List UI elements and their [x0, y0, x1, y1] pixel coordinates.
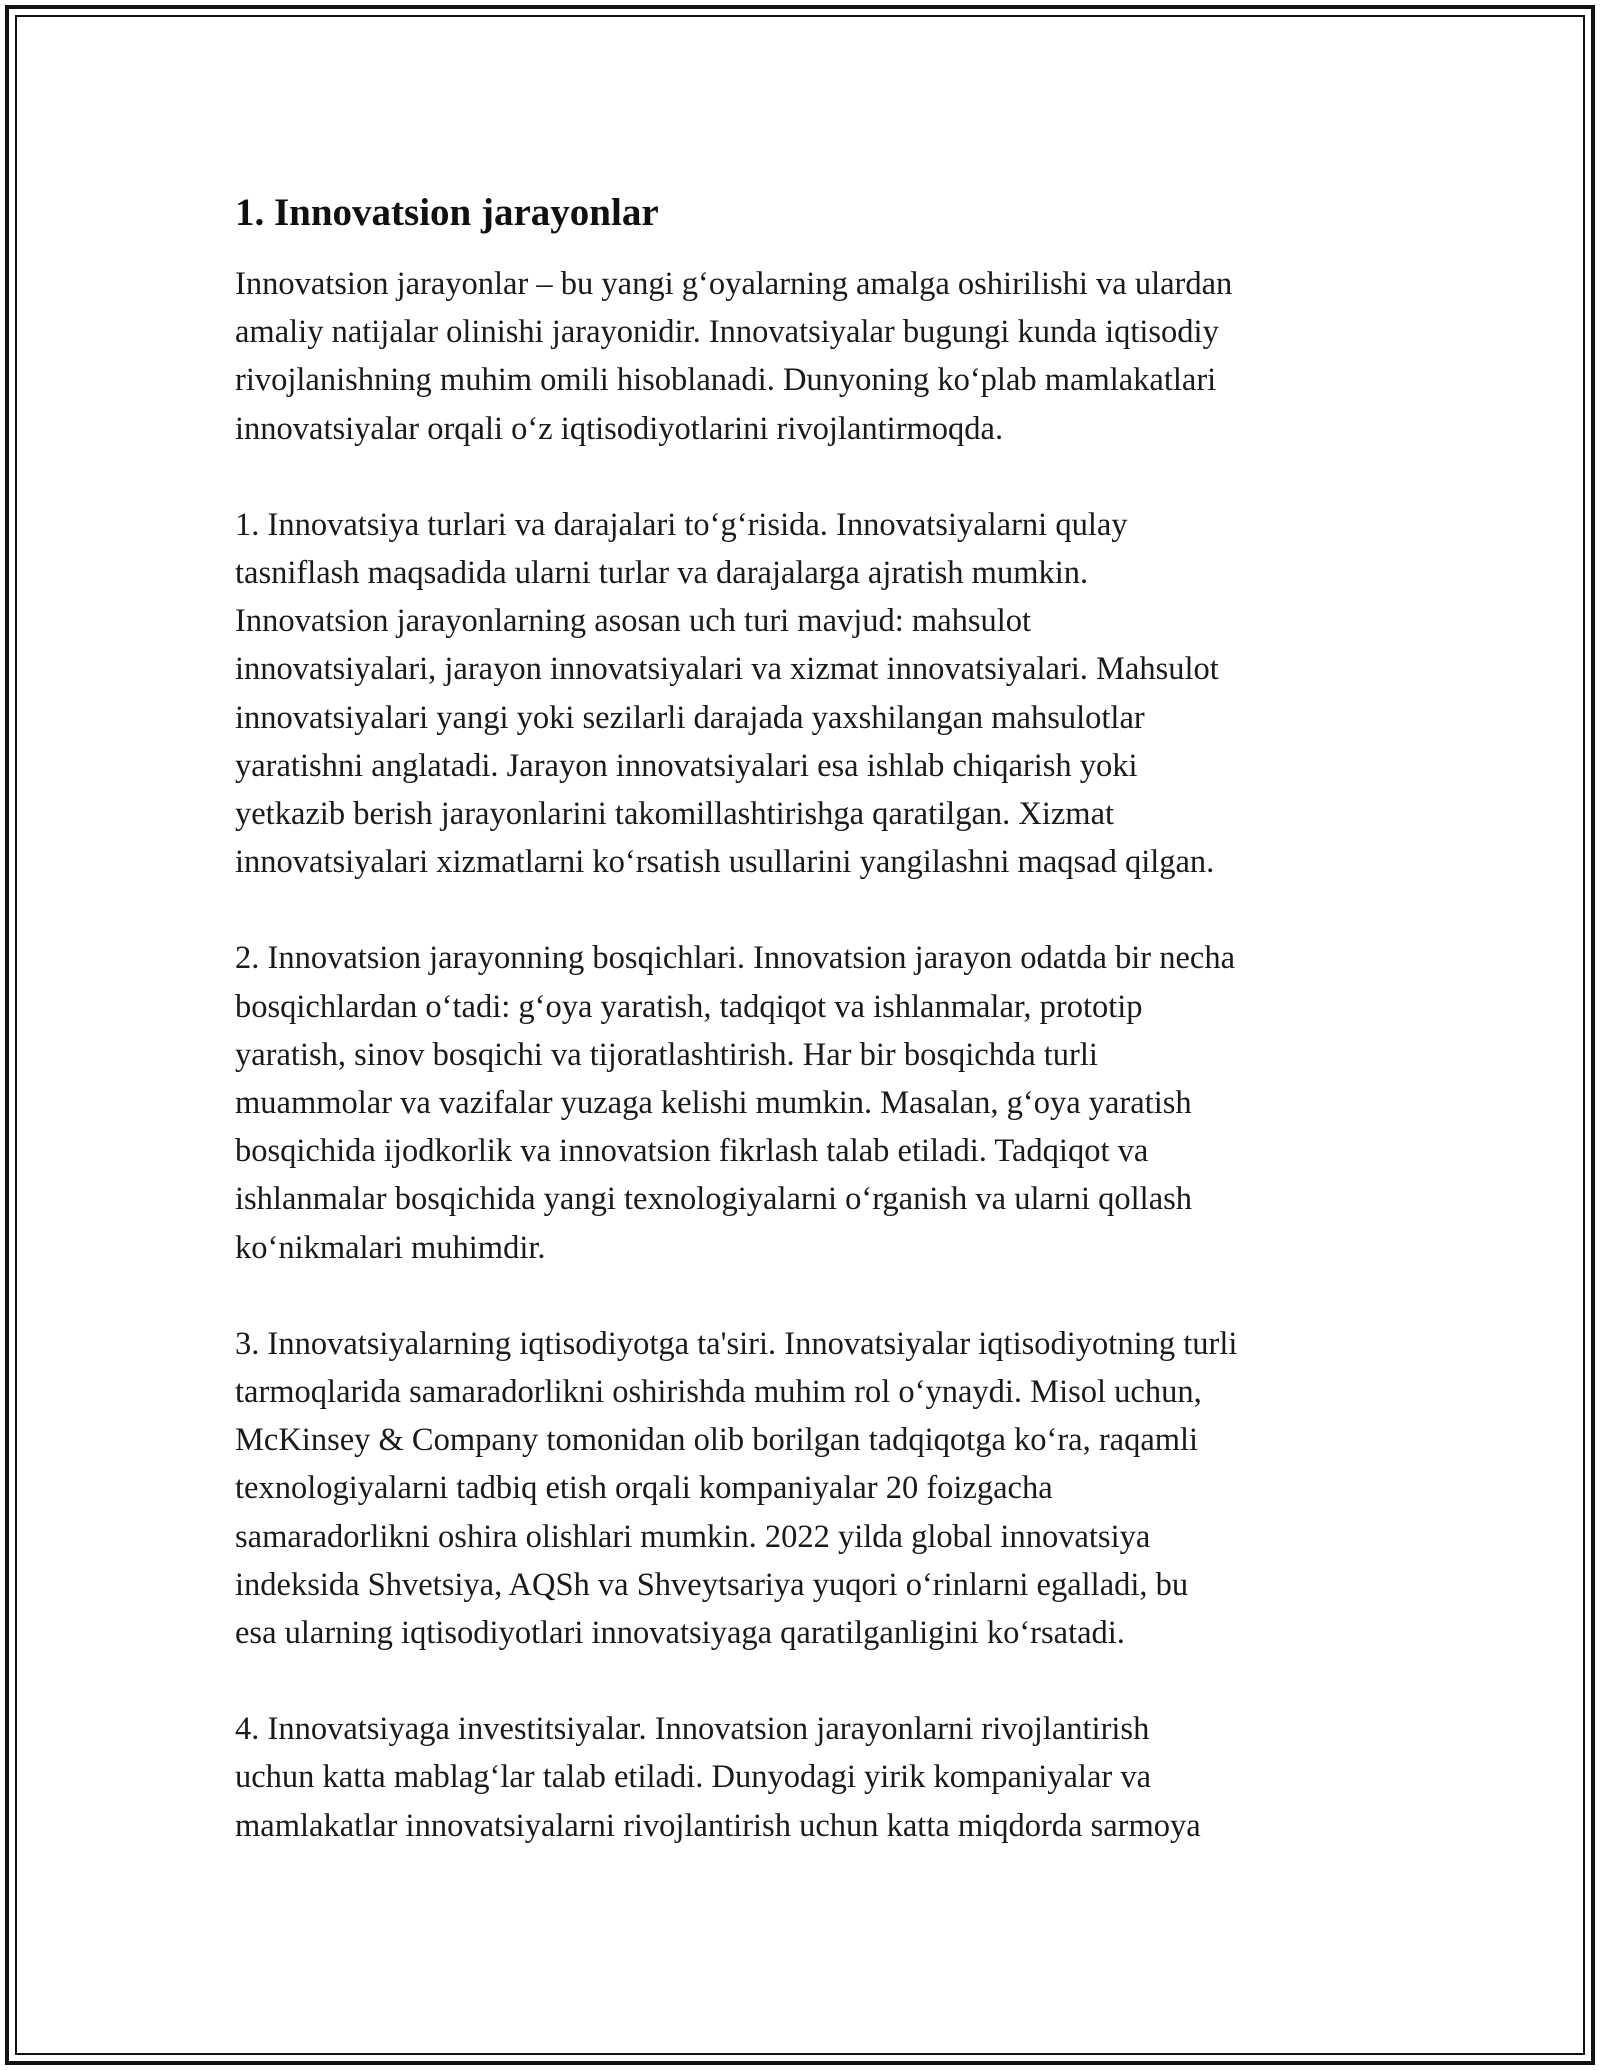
text-line: amaliy natijalar olinishi jarayonidir. Innovatsiyalar bugungi kunda iqtisodiy [235, 314, 1219, 351]
text-line: 3. Innovatsiyalarning iqtisodiyotga ta'siri. Innovatsiyalar iqtisodiyotning turli [235, 1325, 1238, 1362]
text-line: Innovatsion jarayonlarning asosan uch turi mavjud: mahsulot [235, 603, 1032, 640]
text-line: mamlakatlar innovatsiyalarni rivojlantirish uchun katta miqdorda sarmoya [235, 1807, 1201, 1844]
text-line: ishlanmalar bosqichida yangi texnologiyalarni o‘rganish va ularni qollash [235, 1181, 1193, 1218]
text-line: yaratishni anglatadi. Jarayon innovatsiyalari esa ishlab chiqarish yoki [235, 747, 1138, 784]
text-line: samaradorlikni oshira olishlari mumkin. 2022 yilda global innovatsiya [235, 1518, 1151, 1555]
text-line: bosqichlardan o‘tadi: g‘oya yaratish, tadqiqot va ishlanmalar, prototip [235, 988, 1143, 1025]
section-heading: 1. Innovatsion jarayonlar [235, 191, 659, 234]
paragraph-investments [235, 1705, 1385, 1850]
text-line: yetkazib berish jarayonlarini takomillashtirishga qaratilgan. Xizmat [235, 796, 1115, 833]
text-line: innovatsiyalari, jarayon innovatsiyalari va xizmat innovatsiyalari. Mahsulot [235, 651, 1219, 688]
text-line: innovatsiyalari xizmatlarni ko‘rsatish usullarini yangilashni maqsad qilgan. [235, 844, 1215, 881]
text-line: 1. Innovatsiya turlari va darajalari to‘g‘risida. Innovatsiyalarni qulay [235, 506, 1128, 543]
text-line: indeksida Shvetsiya, AQSh va Shveytsariya yuqori o‘rinlarni egalladi, bu [235, 1566, 1189, 1603]
text-line: esa ularning iqtisodiyotlari innovatsiyaga qaratilganligini ko‘rsatadi. [235, 1615, 1125, 1652]
document-body [235, 188, 1385, 1898]
text-line: 4. Innovatsiyaga investitsiyalar. Innovatsion jarayonlarni rivojlantirish [235, 1711, 1150, 1748]
paragraph-economy-impact [235, 1320, 1385, 1657]
text-line: McKinsey & Company tomonidan olib borilgan tadqiqotga ko‘ra, raqamli [235, 1422, 1199, 1459]
text-line: tarmoqlarida samaradorlikni oshirishda muhim rol o‘ynaydi. Misol uchun, [235, 1374, 1202, 1411]
text-line: innovatsiyalari yangi yoki sezilarli darajada yaxshilangan mahsulotlar [235, 699, 1145, 736]
text-line: innovatsiyalar orqali o‘z iqtisodiyotlarini rivojlantirmoqda. [235, 410, 1004, 447]
text-line: texnologiyalarni tadbiq etish orqali kompaniyalar 20 foizgacha [235, 1470, 1053, 1507]
paragraph-stages [235, 934, 1385, 1271]
text-line: tasniflash maqsadida ularni turlar va darajalarga ajratish mumkin. [235, 555, 1089, 592]
text-line: 2. Innovatsion jarayonning bosqichlari. Innovatsion jarayon odatda bir necha [235, 940, 1236, 977]
text-line: bosqichida ijodkorlik va innovatsion fikrlash talab etiladi. Tadqiqot va [235, 1133, 1149, 1170]
paragraph-intro [235, 260, 1385, 453]
text-line: rivojlanishning muhim omili hisoblanadi. Dunyoning ko‘plab mamlakatlari [235, 362, 1217, 399]
paragraph-types [235, 501, 1385, 887]
text-line: ko‘nikmalari muhimdir. [235, 1229, 546, 1266]
text-line: yaratish, sinov bosqichi va tijoratlashtirish. Har bir bosqichda turli [235, 1036, 1098, 1073]
text-line: Innovatsion jarayonlar – bu yangi g‘oyalarning amalga oshirilishi va ulardan [235, 266, 1233, 302]
text-line: uchun katta mablag‘lar talab etiladi. Dunyodagi yirik kompaniyalar va [235, 1759, 1152, 1796]
text-line: muammolar va vazifalar yuzaga kelishi mumkin. Masalan, g‘oya yaratish [235, 1085, 1192, 1122]
